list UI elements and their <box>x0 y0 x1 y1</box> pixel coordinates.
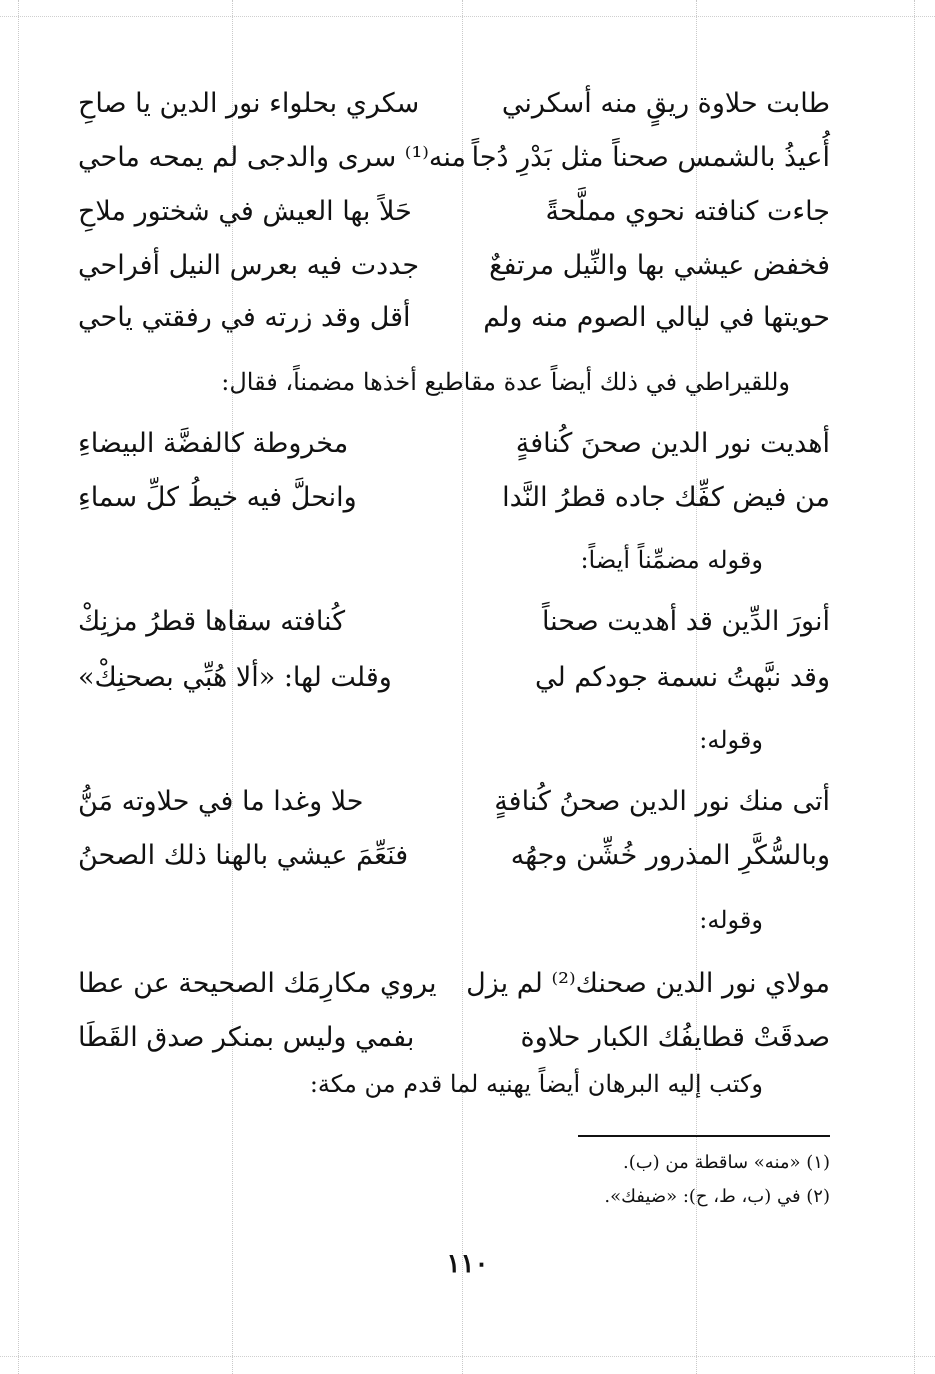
verse-first-hemistich: أُعيذُ بالشمس صحناً مثل بَدْرِ دُجاً <box>471 142 830 173</box>
verse-second-hemistich: كُنافته سقاها قطرُ مزنِكْ <box>78 606 346 637</box>
prose-intro: وكتب إليه البرهان أيضاً يهنيه لما قدم من مكة: <box>309 1070 763 1098</box>
verse-first-hemistich: وقد نبَّهتُ نسمة جودكم لي <box>535 662 830 693</box>
prose-intro: وقوله: <box>699 906 763 934</box>
verse-second-hemistich: يروي مكارِمَك الصحيحة عن عطا <box>78 968 437 999</box>
verse-line <box>78 958 830 1010</box>
page-number: ١١٠ <box>446 1249 489 1279</box>
verse-first-hemistich: أنورَ الدِّين قد أهديت صحناً <box>541 606 830 637</box>
verse-second-hemistich: بفمي وليس بمنكر صدق القَطَا <box>78 1022 415 1053</box>
verse-second-hemistich: حَلاً بها العيش في شختور ملاحِ <box>78 196 412 227</box>
verse-second-hemistich: حلا وغدا ما في حلاوته مَنُّ <box>78 786 364 817</box>
scan-guide-line <box>0 16 935 17</box>
verse-first-hemistich: أتى منك نور الدين صحنُ كُنافةٍ <box>494 786 830 817</box>
verse-line <box>78 830 830 882</box>
verse-line <box>78 240 830 292</box>
verse-line <box>78 652 830 704</box>
verse-second-hemistich: وانحلَّ فيه خيطُ كلِّ سماءِ <box>78 482 357 513</box>
verse-second-hemistich: مخروطة كالفضَّة البيضاءِ <box>78 428 349 459</box>
verse-second-hemistich: فنَعِّمَ عيشي بالهنا ذلك الصحنُ <box>78 840 409 871</box>
prose-intro: وقوله مضمِّناً أيضاً: <box>580 546 763 574</box>
verse-line <box>78 78 830 130</box>
verse-first-hemistich: مولاي نور الدين صحنك⁽²⁾ لم يزل <box>466 968 830 999</box>
scan-guide-line <box>914 0 915 1374</box>
verse-first-hemistich: طابت حلاوة ريقٍ منه أسكرني <box>501 88 830 119</box>
scan-guide-line <box>18 0 19 1374</box>
verse-line <box>78 292 830 344</box>
verse-first-hemistich: جاءت كنافته نحوي مملَّحةً <box>545 196 830 227</box>
verse-line <box>78 596 830 648</box>
verse-first-hemistich: صدقَتْ قطايفُك الكبار حلاوة <box>520 1022 830 1053</box>
verse-second-hemistich: سكري بحلواء نور الدين يا صاحِ <box>78 88 420 119</box>
verse-line <box>78 1012 830 1064</box>
footnote: (٢) في (ب، ط، ح): «ضيفك». <box>604 1186 830 1207</box>
prose-intro: وقوله: <box>699 726 763 754</box>
verse-line <box>78 418 830 470</box>
verse-first-hemistich: وبالسُّكَّرِ المذرور خُشِّن وجهُه <box>510 840 830 871</box>
verse-first-hemistich: من فيض كفِّك جاده قطرُ النَّدا <box>502 482 830 513</box>
verse-second-hemistich: أقل وقد زرته في رفقتي ياحي <box>78 302 411 333</box>
verse-first-hemistich: أهديت نور الدين صحنَ كُنافةٍ <box>515 428 830 459</box>
verse-second-hemistich: وقلت لها: «ألا هُبِّي بصحنِكْ» <box>78 662 392 693</box>
footnote-rule <box>578 1135 830 1137</box>
scan-guide-line <box>0 1356 935 1357</box>
verse-line <box>78 186 830 238</box>
verse-first-hemistich: فخفض عيشي بها والنِّيل مرتفعٌ <box>489 250 830 281</box>
verse-second-hemistich: جددت فيه بعرس النيل أفراحي <box>78 250 420 281</box>
prose-intro: وللقيراطي في ذلك أيضاً عدة مقاطيع أخذها مضمناً، فقال: <box>221 368 790 396</box>
verse-second-hemistich: منه⁽¹⁾ سرى والدجى لم يمحه ماحي <box>78 142 466 173</box>
verse-line <box>78 132 830 184</box>
verse-first-hemistich: حويتها في ليالي الصوم منه ولم <box>483 302 830 333</box>
verse-line <box>78 472 830 524</box>
footnote: (١) «منه» ساقطة من (ب). <box>622 1152 830 1173</box>
verse-line <box>78 776 830 828</box>
